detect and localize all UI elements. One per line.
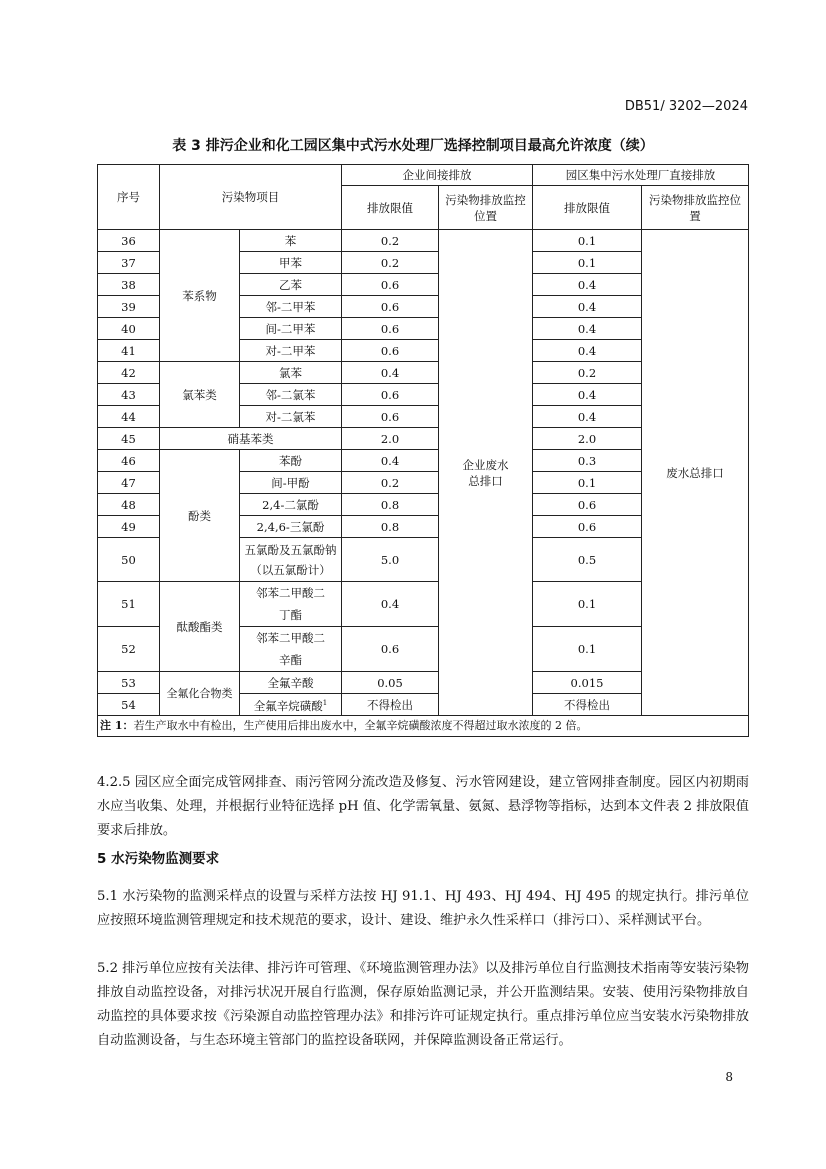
row-direct: 0.1 bbox=[533, 472, 642, 494]
group-chlorobenzene: 氯苯类 bbox=[160, 362, 240, 428]
row-name: 全氟辛酸 bbox=[240, 672, 342, 694]
header-direct: 园区集中污水处理厂直接排放 bbox=[533, 165, 749, 186]
row-indirect: 0.8 bbox=[342, 494, 439, 516]
row-no: 36 bbox=[98, 230, 160, 252]
row-direct: 0.4 bbox=[533, 340, 642, 362]
group-benzene: 苯系物 bbox=[160, 230, 240, 362]
row-direct: 0.1 bbox=[533, 230, 642, 252]
paragraph-4-2-5: 4.2.5 园区应全面完成管网排查、雨污管网分流改造及修复、污水管网建设，建立管网排查制度。园区内初期雨水应当收集、处理，并根据行业特征选择 pH 值、化学需氧量、氨氮、悬浮物等指标，达到本文件表 2 排放限值要求后排放。 bbox=[97, 775, 749, 838]
row-no: 53 bbox=[98, 672, 160, 694]
pollutant-limit-table bbox=[97, 164, 749, 737]
row-no: 46 bbox=[98, 450, 160, 472]
row-indirect: 0.6 bbox=[342, 406, 439, 428]
row-name: 苯酚 bbox=[240, 450, 342, 472]
row-indirect: 0.4 bbox=[342, 582, 439, 627]
row-name: 间-甲酚 bbox=[240, 472, 342, 494]
row-direct: 2.0 bbox=[533, 428, 642, 450]
row-indirect: 0.6 bbox=[342, 318, 439, 340]
row-name: 邻苯二甲酸二辛酯 bbox=[240, 627, 342, 672]
row-name bbox=[240, 694, 342, 716]
row-no: 48 bbox=[98, 494, 160, 516]
row-no: 54 bbox=[98, 694, 160, 716]
paragraph-5-1: 5.1 水污染物的监测采样点的设置与采样方法按 HJ 91.1、HJ 493、HJ 494、HJ 495 的规定执行。排污单位应按照环境监测管理规定和技术规范的要求，设计、建设、维护永久性采样口（排污口）、采样测试平台。 bbox=[97, 889, 749, 928]
row-name: 邻-二甲苯 bbox=[240, 296, 342, 318]
row-no: 37 bbox=[98, 252, 160, 274]
row-name: 邻苯二甲酸二丁酯 bbox=[240, 582, 342, 627]
row-direct: 0.4 bbox=[533, 318, 642, 340]
header-direct-limit: 排放限值 bbox=[533, 186, 642, 230]
row-indirect: 0.05 bbox=[342, 672, 439, 694]
group-pfas: 全氟化合物类 bbox=[160, 672, 240, 716]
row-indirect: 0.2 bbox=[342, 472, 439, 494]
row-no: 52 bbox=[98, 627, 160, 672]
row-no: 39 bbox=[98, 296, 160, 318]
row-name: 对-二甲苯 bbox=[240, 340, 342, 362]
row-no: 51 bbox=[98, 582, 160, 627]
row-direct: 0.1 bbox=[533, 582, 642, 627]
row-direct: 0.4 bbox=[533, 274, 642, 296]
row-no: 38 bbox=[98, 274, 160, 296]
row-indirect: 0.6 bbox=[342, 340, 439, 362]
table-row bbox=[98, 230, 749, 252]
row-indirect: 0.4 bbox=[342, 450, 439, 472]
row-name: 五氯酚及五氯酚钠（以五氯酚计） bbox=[240, 538, 342, 582]
table-note bbox=[98, 716, 749, 737]
row-direct: 0.6 bbox=[533, 516, 642, 538]
row-no: 44 bbox=[98, 406, 160, 428]
row-name: 硝基苯类 bbox=[160, 428, 342, 450]
row-indirect: 不得检出 bbox=[342, 694, 439, 716]
direct-location: 废水总排口 bbox=[642, 230, 749, 716]
row-name-text: 全氟辛烷磺酸 bbox=[253, 698, 323, 713]
document-code: DB51/ 3202—2024 bbox=[624, 99, 748, 114]
row-no: 47 bbox=[98, 472, 160, 494]
row-name: 对-二氯苯 bbox=[240, 406, 342, 428]
row-no: 45 bbox=[98, 428, 160, 450]
row-name: 氯苯 bbox=[240, 362, 342, 384]
row-direct: 0.4 bbox=[533, 296, 642, 318]
row-no: 41 bbox=[98, 340, 160, 362]
section-heading-5: 5 水污染物监测要求 bbox=[97, 851, 220, 867]
header-direct-location: 污染物排放监控位置 bbox=[642, 186, 749, 230]
row-indirect: 0.6 bbox=[342, 274, 439, 296]
row-name: 邻-二氯苯 bbox=[240, 384, 342, 406]
row-no: 43 bbox=[98, 384, 160, 406]
row-indirect: 0.6 bbox=[342, 296, 439, 318]
row-indirect: 0.2 bbox=[342, 230, 439, 252]
table-note-row bbox=[98, 716, 749, 737]
indirect-location bbox=[439, 230, 533, 716]
table-header-row bbox=[98, 165, 749, 186]
row-no: 40 bbox=[98, 318, 160, 340]
header-indirect: 企业间接排放 bbox=[342, 165, 533, 186]
row-indirect: 5.0 bbox=[342, 538, 439, 582]
header-item: 污染物项目 bbox=[160, 165, 342, 230]
row-no: 49 bbox=[98, 516, 160, 538]
row-indirect: 2.0 bbox=[342, 428, 439, 450]
row-indirect: 0.6 bbox=[342, 627, 439, 672]
header-seq: 序号 bbox=[98, 165, 160, 230]
row-direct: 0.3 bbox=[533, 450, 642, 472]
table-caption: 表 3 排污企业和化工园区集中式污水处理厂选择控制项目最高允许浓度（续） bbox=[172, 138, 654, 154]
row-direct: 0.1 bbox=[533, 252, 642, 274]
note-label: 注 1： bbox=[100, 719, 134, 732]
row-direct: 0.4 bbox=[533, 384, 642, 406]
row-name: 甲苯 bbox=[240, 252, 342, 274]
row-indirect: 0.6 bbox=[342, 384, 439, 406]
paragraph-5-2: 5.2 排污单位应按有关法律、排污许可管理、《环境监测管理办法》以及排污单位自行监测技术指南等安装污染物排放自动监控设备，对排污状况开展自行监测，保存原始监测记录，并公开监测结果。安装、使用污染物排放自动监控的具体要求按《污染源自动监控管理办法》和排污许可证规定执行。重点排污单位应当安装水污染物排放自动监测设备，与生态环境主管部门的监控设备联网，并保障监测设备正常运行。 bbox=[97, 961, 749, 1048]
row-direct: 0.015 bbox=[533, 672, 642, 694]
row-name: 苯 bbox=[240, 230, 342, 252]
row-name: 2,4,6-三氯酚 bbox=[240, 516, 342, 538]
row-name: 乙苯 bbox=[240, 274, 342, 296]
row-name: 2,4-二氯酚 bbox=[240, 494, 342, 516]
row-direct: 0.5 bbox=[533, 538, 642, 582]
row-no: 50 bbox=[98, 538, 160, 582]
row-indirect: 0.8 bbox=[342, 516, 439, 538]
note-text: 若生产取水中有检出，生产使用后排出废水中，全氟辛烷磺酸浓度不得超过取水浓度的 2 倍。 bbox=[133, 719, 588, 732]
group-phenol: 酚类 bbox=[160, 450, 240, 582]
header-indirect-limit: 排放限值 bbox=[342, 186, 439, 230]
indirect-location-text: 企业废水总排口 bbox=[462, 457, 509, 488]
footnote-marker: 1 bbox=[322, 699, 328, 708]
row-direct: 0.1 bbox=[533, 627, 642, 672]
header-indirect-location: 污染物排放监控位置 bbox=[439, 186, 533, 230]
row-direct: 不得检出 bbox=[533, 694, 642, 716]
group-phthalate: 酞酸酯类 bbox=[160, 582, 240, 672]
row-no: 42 bbox=[98, 362, 160, 384]
row-indirect: 0.4 bbox=[342, 362, 439, 384]
page-number: 8 bbox=[725, 1070, 733, 1084]
row-direct: 0.6 bbox=[533, 494, 642, 516]
row-indirect: 0.2 bbox=[342, 252, 439, 274]
row-name: 间-二甲苯 bbox=[240, 318, 342, 340]
row-direct: 0.4 bbox=[533, 406, 642, 428]
row-direct: 0.2 bbox=[533, 362, 642, 384]
